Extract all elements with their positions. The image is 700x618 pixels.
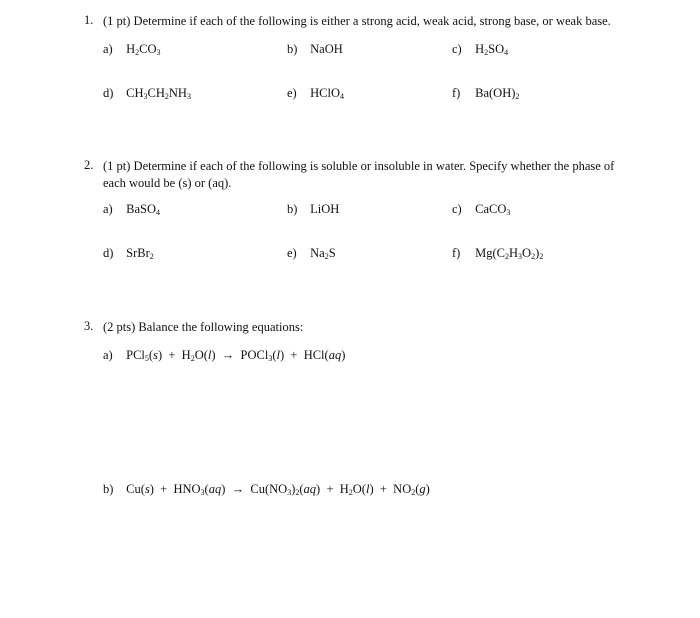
item-letter: e) xyxy=(287,246,297,260)
q3-equation-b xyxy=(103,482,430,497)
chem-formula: $Mg(C_2H_3O_2)_2$ xyxy=(475,246,544,261)
chem-formula: NaOH xyxy=(310,42,343,56)
item-letter: b) xyxy=(287,202,298,216)
q1-item-f xyxy=(452,86,519,101)
item-letter: e) xyxy=(287,86,297,100)
item-letter: b) xyxy=(103,482,114,496)
q1-item-a xyxy=(103,42,161,57)
item-letter: d) xyxy=(103,86,114,100)
chemical-equation: $PCl_5(s) + H_2O(l)$ → POCl$_3$(l) + HCl(aq) xyxy=(126,348,346,363)
chem-formula: BaSO$_4$ xyxy=(126,202,160,217)
q2-item-f xyxy=(452,246,543,261)
q1-item-c xyxy=(452,42,508,57)
chem-formula: HClO$_4$ xyxy=(310,86,344,101)
item-letter: c) xyxy=(452,202,462,216)
q2-item-c xyxy=(452,202,510,217)
chem-formula: LiOH xyxy=(310,202,340,216)
question-2-prompt: (1 pt) Determine if each of the following is soluble or insoluble in water. Specify whether the phase of each would be (s) or (aq). xyxy=(103,159,615,190)
item-letter: f) xyxy=(452,246,461,260)
q1-item-b xyxy=(287,42,343,57)
chem-formula: $Na_2S$ xyxy=(310,246,336,261)
q2-item-a xyxy=(103,202,160,217)
q2-item-b xyxy=(287,202,339,217)
question-1-prompt: (1 pt) Determine if each of the following is either a strong acid, weak acid, strong base, or weak base. xyxy=(103,14,611,28)
question-1-number: 1. xyxy=(84,13,94,27)
chem-formula: $Ba(OH)_2$ xyxy=(475,86,520,101)
item-letter: a) xyxy=(103,348,113,362)
q1-item-e xyxy=(287,86,344,101)
chem-formula: CaCO$_3$ xyxy=(475,202,511,217)
q2-item-d xyxy=(103,246,154,261)
item-letter: a) xyxy=(103,202,113,216)
chem-formula: $CH_3CH_2NH_3$ xyxy=(126,86,191,101)
question-3-prompt: (2 pts) Balance the following equations: xyxy=(103,320,304,334)
q1-item-d xyxy=(103,86,191,101)
chem-formula: $H_2SO_4$ xyxy=(475,42,509,57)
item-letter: a) xyxy=(103,42,113,56)
item-letter: d) xyxy=(103,246,114,260)
item-letter: b) xyxy=(287,42,298,56)
chem-formula: SrBr$_2$ xyxy=(126,246,154,261)
question-3-number: 3. xyxy=(84,319,94,333)
item-letter: c) xyxy=(452,42,462,56)
item-letter: f) xyxy=(452,86,461,100)
q3-equation-a xyxy=(103,348,345,363)
question-2-number: 2. xyxy=(84,158,94,172)
chem-formula: $H_2CO_3$ xyxy=(126,42,161,57)
chemical-equation: $Cu(s) + HNO_3(aq) \to Cu(NO_3)_2(aq) + H_2O(l) + NO_2(g)$ xyxy=(126,482,430,497)
q2-item-e xyxy=(287,246,336,261)
